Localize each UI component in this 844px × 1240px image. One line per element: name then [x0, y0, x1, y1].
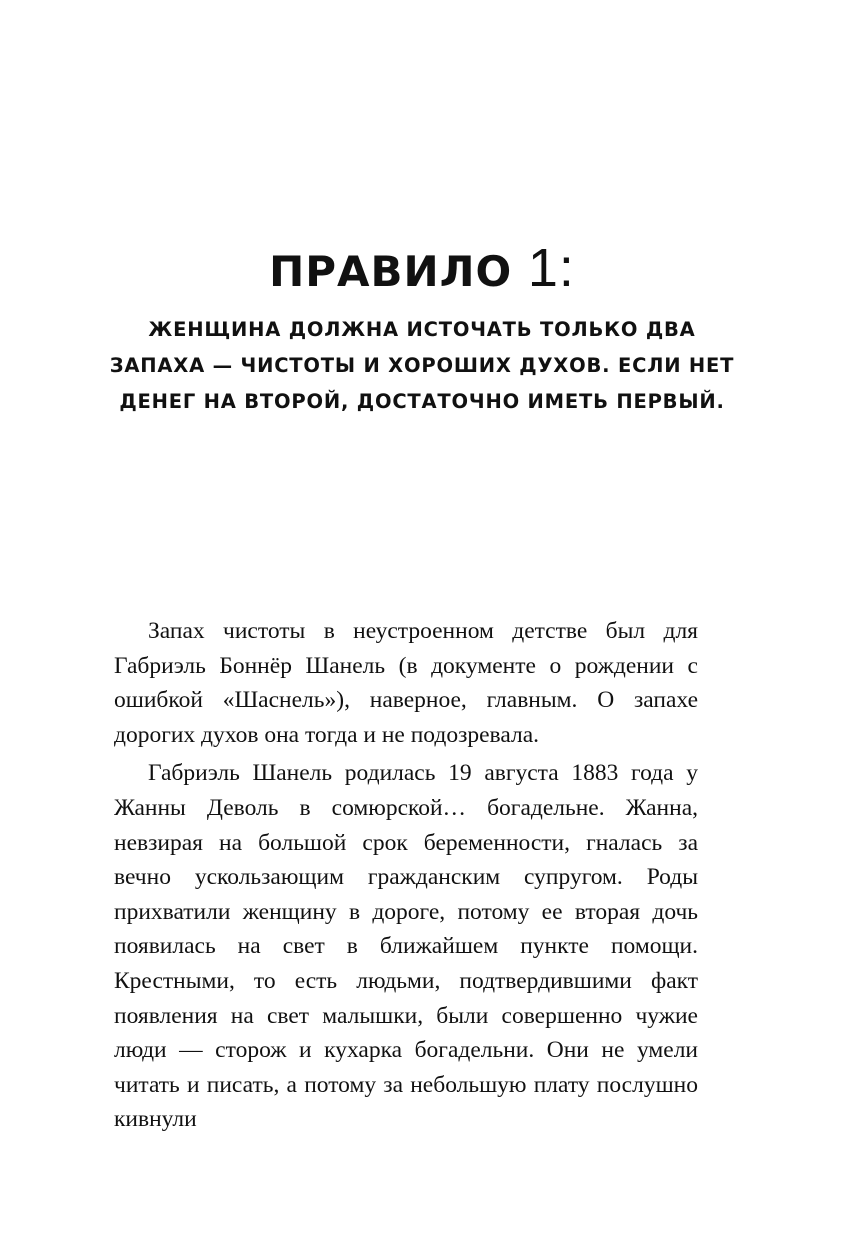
rule-heading — [0, 238, 844, 302]
body-paragraph: Габриэль Шанель родилась 19 августа 1883 года у Жанны Деволь в сомюрской… богадельне. Жанна, невзирая на большой срок беременности, гналась за вечно ускользающим гражданским супругом. Роды прихватили женщину в дороге, потому ее вторая дочь появилась на свет в ближайшем пункте помощи. Крестными, то есть людьми, подтвердившими факт появления на свет малышки, были совершенно чужие люди — сторож и кухарка богадельни. Они не умели читать и писать, а потому за небольшую плату послушно кивнули — [114, 760, 698, 1133]
epigraph-line: ЖЕНЩИНА ДОЛЖНА ИСТОЧАТЬ ТОЛЬКО ДВА — [148, 318, 696, 341]
rule-heading-label: ПРАВИЛО — [269, 247, 513, 296]
body-paragraph: Запах чистоты в неустроенном детстве был для Габриэль Боннёр Шанель (в документе о рождении с ошибкой «Шаснель»), наверное, главным. О запахе дорогих духов она тогда и не подозревала. — [114, 618, 698, 748]
body-text — [114, 614, 698, 1137]
rule-epigraph — [92, 312, 752, 420]
epigraph-line: ЗАПАХА — ЧИСТОТЫ И ХОРОШИХ ДУХОВ. ЕСЛИ НЕТ — [109, 354, 735, 377]
epigraph-line: ДЕНЕГ НА ВТОРОЙ, ДОСТАТОЧНО ИМЕТЬ ПЕРВЫЙ. — [119, 390, 725, 413]
rule-heading-number: 1: — [527, 238, 575, 298]
